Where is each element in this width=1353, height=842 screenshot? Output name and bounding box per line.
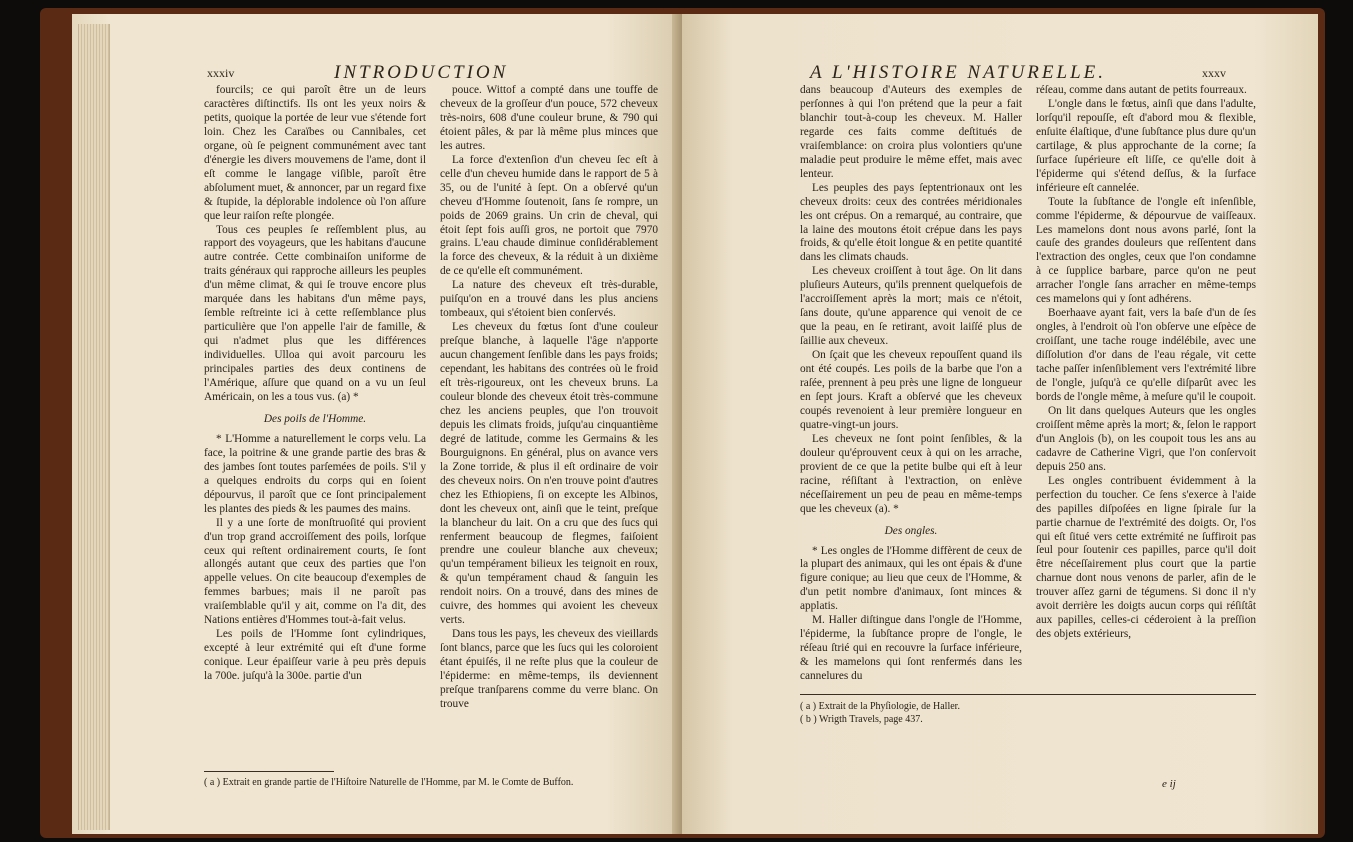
footnote-rule-right xyxy=(800,694,1256,695)
paragraph: réſeau, comme dans autant de petits fourreaux. xyxy=(1036,84,1247,96)
paragraph: * L'Homme a naturellement le corps velu. La face, la poitrine & une grande partie des bras & des jambes ſont toutes parſemées de poils. S'il y a quelques endroits du corps qui en ſoient dépourvus, il paroît que ce ſont principalement les plantes des pieds & les paumes des mains. xyxy=(204,432,426,515)
paragraph: dans beaucoup d'Auteurs des exemples de perſonnes à qui l'on prétend que la peur a fait blanchir tout-à-coup les cheveux. M. Haller regarde ces faits comme deſtitués de vraiſemblance: on croira plus volontiers qu'une maladie peut produire le même effet, mais avec lenteur. xyxy=(800,84,1022,180)
paragraph: Dans tous les pays, les cheveux des vieillards ſont blancs, parce que les ſucs qui les coloroient étant épuiſés, il ne reſte plus que la couleur de l'épiderme: en même-temps, ils deviennent preſque tranſparens comme du verre blanc. On trouve xyxy=(440,628,658,710)
paragraph: Les peuples des pays ſeptentrionaux ont les cheveux droits: ceux des contrées méridionales les ont crépus. On a remarqué, au contraire, que la laine des moutons étoit crépue dans les pays froids, & qu'elle étoit longue & en petite quantité dans les climats chauds. xyxy=(800,181,1022,264)
paragraph: Les poils de l'Homme ſont cylindriques, excepté à leur extrémité qui eſt d'une forme conique. Leur épaiſſeur varie à peu près depuis la 700e. juſqu'à la 300e. partie d'un xyxy=(204,628,426,683)
section-heading: Des ongles. xyxy=(884,524,938,537)
paragraph: M. Haller diſtingue dans l'ongle de l'Homme, l'épiderme, la ſubſtance propre de l'ongle, le réſeau ſtrié qui en recouvre la ſurface inférieure, & les mamelons qui ſont renfermés dans les cannelures du xyxy=(800,614,1022,683)
paragraph: Toute la ſubſtance de l'ongle eſt inſenſible, comme l'épiderme, & dépourvue de vaiſſeaux. Les mamelons dont nous avons parlé, ſont la cauſe des grandes douleurs que reſſentent dans l'extraction des ongles, ceux que l'on condamne à ce ſupplice barbare, parce qu'on ne peut arracher l'ongle ſans arracher en même-temps ces mamelons qui y ſont adhérens. xyxy=(1036,195,1256,306)
footnote-a-right: ( a ) Extrait de la Phyſiologie, de Haller. xyxy=(800,701,960,712)
paragraph: * Les ongles de l'Homme diffèrent de ceux de la plupart des animaux, qui les ont épais & d'une figure conique; au lieu que ceux de l'Homme, & d'un petit nombre d'animaux, ſont minces & applatis. xyxy=(800,544,1022,613)
footnote-rule-left xyxy=(204,771,334,772)
section-heading: Des poils de l'Homme. xyxy=(263,412,367,425)
page-number-left: xxxiv xyxy=(207,66,235,80)
footnote-b-right: ( b ) Wrigth Travels, page 437. xyxy=(800,714,923,725)
paragraph: Il y a une ſorte de monſtruoſité qui provient d'un trop grand accroiſſement des poils, lorſque ceux qui reſtent ordinairement courts, ſe ſont allongés autant que ceux des parties que l'on appelle velues. On cite beaucoup d'exemples de femmes barbues; mais il ne paroît pas vraiſemblable qu'il y ait, comme on l'a dit, des Nations entières d'Hommes tout-à-fait velus. xyxy=(204,516,426,627)
paragraph: On ſçait que les cheveux repouſſent quand ils ont été coupés. Les poils de la barbe que l'on a raſée, prennent à peu près une ligne de longueur en ſept jours. Kraft a obſervé que les cheveux coupés revenoient à leur première longueur en quatre-vingt-un jours. xyxy=(800,349,1022,431)
paragraph: pouce. Wittof a compté dans une touffe de cheveux de la groſſeur d'un pouce, 572 cheveux très-noirs, 608 d'une couleur brune, & 790 qui étoient pâles, & par là même plus minces que les autres. xyxy=(440,84,658,152)
paragraph: Les ongles contribuent évidemment à la perfection du toucher. Ce ſens s'exerce à l'aide des papilles diſpoſées en ligne ſpirale ſur la partie charnue de l'extrémité des doigts. Or, l'os qui eſt ſitué vers cette extrémité ne ſuffiroit pas ſeul pour ſoutenir ces papilles, parce qu'il doit être néceſſairement plus court que la partie charnue dont nous venons de parler, afin de le trouver aſſez garni de tégumens. Si donc il n'y avoit derrière les doigts aucun corps qui réſiſtât aux papilles, celles-ci céderoient à la preſſion des objets extérieurs, xyxy=(1036,474,1256,641)
paragraph: Tous ces peuples ſe reſſemblent plus, au rapport des voyageurs, que les habitans d'aucune autre contrée. Cette combinaiſon uniforme de traits généraux qui rapproche ailleurs les peuples d'un même climat, & qui ſe trouve encore plus marquée dans les habitans d'un même pays, ſemble reſtreinte ici à cette reſſemblance plus particulière que l'on appelle l'air de famille, & qui n'admet plus que les différences individuelles. Ulloa qui avoit parcouru les principales parties des deux continens de l'Amérique, aſſure que quand on a vu un ſeul Américain, on les a tous vus. (a) * xyxy=(204,223,426,403)
right-column-1 xyxy=(800,84,1022,684)
paragraph: Les cheveux du fœtus ſont d'une couleur preſque blanche, à laquelle l'âge n'apporte aucun changement ſenſible dans les pays froids; cependant, les habitans des contrées où le froid eſt très-rigoureux, ont les cheveux bruns. La couleur blonde des cheveux étoit très-commune chez les anciens peuples, que l'on trouvoit depuis les climats froids, juſqu'au cinquantième degré de latitude, comme les Germains & les Bourguignons. En général, plus on avance vers la Zone torride, & plus il eſt ordinaire de voir des cheveux noirs. On n'en trouve point d'autres chez les Ethiopiens, ſi on excepte les Albinos, dont les cheveux ont, ainſi que le teint, preſque la blancheur du lait. On a cru que des ſucs qui renferment beaucoup de flegmes, faiſoient prendre une couleur blanche aux cheveux; qu'un tempérament bilieux les teignoit en roux, & qu'un tempérament chaud & ſanguin les rendoit noirs. On a trouvé, dans des mines de cuivre, des hommes qui avoient les cheveux verts. xyxy=(440,321,658,627)
page-edges-left xyxy=(78,24,110,830)
running-head-right: A L'HISTOIRE NATURELLE. xyxy=(810,62,1106,83)
left-page xyxy=(72,14,680,834)
right-page xyxy=(682,14,1318,834)
right-column-2 xyxy=(1036,84,1256,642)
footnote-a-left: ( a ) Extrait en grande partie de l'Hiſtoire Naturelle de l'Homme, par M. le Comte de Buffon. xyxy=(204,777,574,788)
paragraph: Les cheveux croiſſent à tout âge. On lit dans pluſieurs Auteurs, qu'ils prennent quelquefois de l'accroiſſement après la mort; mais ce n'étoit, ſans doute, qu'une apparence qui venoit de ce que la peau, en ſe retirant, avoit laiſſé plus de ſaillie aux cheveux. xyxy=(800,265,1022,348)
paragraph: La nature des cheveux eſt très-durable, puiſqu'on en a trouvé dans les plus anciens tombeaux, qui s'étoient bien conſervés. xyxy=(440,279,658,320)
paragraph: L'ongle dans le fœtus, ainſi que dans l'adulte, lorſqu'il repouſſe, eſt d'abord mou & flexible, enſuite élaſtique, d'une ſubſtance plus dure qu'un cartilage, & plus approchante de la corne; ſa ſurface ſupérieure eſt liſſe, ce qu'elle doit à l'épiderme qui s'étend deſſus, & la ſurface inférieure eſt cannelée. xyxy=(1036,97,1256,194)
paragraph: Les cheveux ne ſont point ſenſibles, & la douleur qu'éprouvent ceux à qui on les arrache, provient de ce que la petite bulbe qui eſt à leur racine, réſiſtant à l'extraction, on enlève néceſſairement un peu de peau en même-temps que les cheveux (a). * xyxy=(800,432,1022,515)
paragraph: On lit dans quelques Auteurs que les ongles croiſſent même après la mort; &, ſelon le rapport d'un Anglois (b), on les coupoit tous les ans au cadavre de Catherine Vigri, que l'on conſervoit depuis 250 ans. xyxy=(1036,404,1256,473)
paragraph: Boerhaave ayant fait, vers la baſe d'un de ſes ongles, à l'endroit où l'on obſerve une eſpèce de croiſſant, une tache rouge indélébile, avec une diſſolution d'or dans de l'eau régale, vit cette tache paſſer inſenſiblement vers l'extrémité libre de l'ongle, juſqu'à ce qu'elle diſparût avec les bords de l'ongle même, à meſure qu'il le coupoit. xyxy=(1036,307,1256,403)
left-column-1 xyxy=(204,84,426,684)
paragraph: La force d'extenſion d'un cheveu ſec eſt à celle d'un cheveu humide dans le rapport de 5 à 35, ou de l'unité à ſept. On a obſervé qu'un cheveu d'Homme ſoutenoit, ſans ſe rompre, un poids de 2069 grains. Un crin de cheval, qui étoit ſept fois auſſi gros, ne portoit que 7970 grains. L'eau chaude diminue conſidérablement la force des cheveux, & la réduit à un dixième de ce qu'elle eſt communément. xyxy=(440,153,658,278)
open-book xyxy=(72,14,1318,834)
left-column-2 xyxy=(440,84,658,712)
signature-mark: e ij xyxy=(1162,778,1176,790)
page-number-right: xxxv xyxy=(1202,66,1226,80)
running-head-left: INTRODUCTION xyxy=(334,62,509,83)
paragraph: fourcils; ce qui paroît être un de leurs caractères diſtinctifs. Ils ont les yeux noirs & petits, quoique la portée de leur vue s'étende fort loin. Chez les Caraïbes ou Cannibales, cet organe, où ſe peignent communément avec tant d'énergie les divers mouvemens de l'ame, dont il eſt comme le langage viſible, paroît être abſolument muet, & annoncer, par un regard fixe & ſtupide, la déplorable indolence où l'on aſſure que leur raiſon reſte plongée. xyxy=(204,84,426,222)
